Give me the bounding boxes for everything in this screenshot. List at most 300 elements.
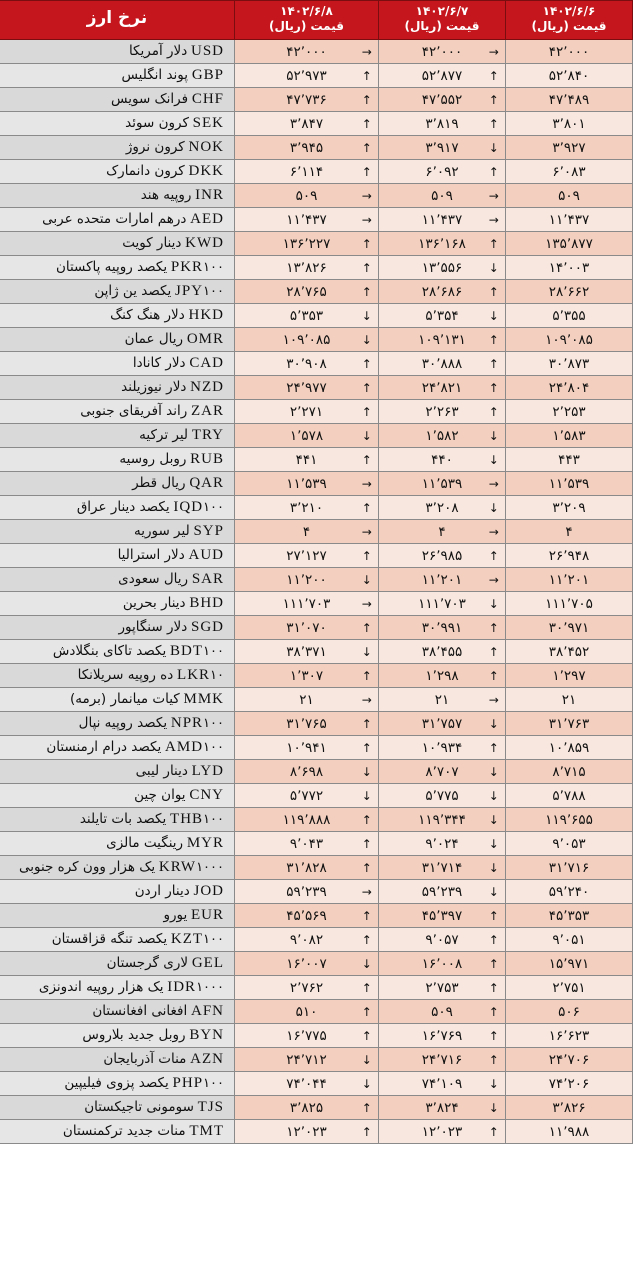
currency-code: KZT۱۰۰	[170, 931, 224, 947]
price-value: ۳۰٬۸۸۸	[421, 355, 463, 372]
price-value: ۲۸٬۶۶۲	[548, 283, 590, 300]
price-cell-date-2	[379, 472, 506, 496]
trend-up-icon: ↑	[361, 860, 372, 875]
currency-name-cell	[0, 832, 235, 856]
column-header-date-1	[235, 1, 379, 40]
price-value: ۴۲٬۰۰۰	[286, 43, 327, 60]
currency-code: AMD۱۰۰	[165, 739, 224, 755]
price-cell-date-1	[235, 544, 379, 568]
currency-label: دینار کویت	[122, 235, 182, 251]
price-value: ۲۴٬۷۰۶	[548, 1051, 590, 1068]
page-title: نرخ ارز	[0, 1, 235, 40]
price-cell-date-1	[235, 568, 379, 592]
price-cell-date-1	[235, 880, 379, 904]
price-value: ۶٬۰۹۲	[425, 163, 459, 180]
trend-up-icon: ↑	[361, 548, 372, 563]
trend-up-icon: ↑	[361, 1100, 372, 1115]
table-row	[0, 280, 633, 304]
price-cell-date-1	[235, 856, 379, 880]
price-value: ۱۱٬۵۳۹	[421, 475, 463, 492]
currency-name-cell	[0, 1000, 235, 1024]
price-cell-date-3	[506, 760, 633, 784]
currency-name-cell	[0, 304, 235, 328]
price-value: ۳۱٬۷۱۴	[421, 859, 463, 876]
table-row	[0, 832, 633, 856]
currency-code: BDT۱۰۰	[170, 643, 224, 659]
trend-down-icon: ↓	[488, 1076, 499, 1091]
price-cell-date-1	[235, 976, 379, 1000]
price-value: ۲٬۷۵۱	[552, 979, 586, 996]
currency-label: یکصد تاکای بنگلادش	[52, 643, 167, 659]
currency-name-cell	[0, 1096, 235, 1120]
price-cell-date-3	[506, 1072, 633, 1096]
trend-down-icon: ↓	[361, 788, 372, 803]
price-value: ۳٬۹۱۷	[425, 139, 459, 156]
price-value: ۱۶٬۰۰۷	[286, 955, 327, 972]
price-value: ۴	[438, 523, 446, 540]
price-value: ۱۱٬۵۳۹	[286, 475, 327, 492]
price-value: ۳۱٬۸۲۸	[286, 859, 327, 876]
price-cell-date-1	[235, 712, 379, 736]
price-value: ۲۱	[434, 691, 450, 708]
price-cell-date-2	[379, 1096, 506, 1120]
table-row	[0, 40, 633, 64]
price-value: ۱۱۹٬۳۴۴	[418, 811, 466, 828]
trend-up-icon: ↑	[361, 740, 372, 755]
column-header-date-3	[506, 1, 633, 40]
table-row	[0, 640, 633, 664]
currency-name-cell	[0, 256, 235, 280]
price-value: ۲۴٬۸۲۱	[421, 379, 463, 396]
price-value: ۱۳۶٬۲۲۷	[282, 235, 331, 252]
table-row	[0, 160, 633, 184]
price-value: ۸٬۷۰۷	[425, 763, 459, 780]
price-cell-date-2	[379, 1072, 506, 1096]
price-cell-date-2	[379, 952, 506, 976]
currency-name-cell	[0, 1072, 235, 1096]
table-row	[0, 568, 633, 592]
table-row	[0, 1048, 633, 1072]
price-cell-date-1	[235, 928, 379, 952]
price-value: ۲۶٬۹۴۸	[548, 547, 590, 564]
currency-code: LYD	[191, 763, 224, 779]
price-value: ۵۹٬۲۳۹	[421, 883, 463, 900]
trend-up-icon: ↑	[488, 908, 499, 923]
table-row	[0, 256, 633, 280]
trend-up-icon: ↑	[361, 116, 372, 131]
price-cell-date-2	[379, 160, 506, 184]
price-value: ۳٬۸۰۱	[552, 115, 586, 132]
price-value: ۹٬۰۸۲	[289, 931, 324, 948]
trend-up-icon: ↑	[488, 548, 499, 563]
currency-name-cell	[0, 928, 235, 952]
price-value: ۳۱٬۷۵۷	[421, 715, 463, 732]
price-cell-date-3	[506, 136, 633, 160]
price-cell-date-2	[379, 256, 506, 280]
currency-name-cell	[0, 664, 235, 688]
price-value: ۹٬۰۵۳	[552, 835, 586, 852]
trend-up-icon: ↑	[488, 68, 499, 83]
table-row	[0, 232, 633, 256]
currency-multiplier: ۱۰۰	[203, 716, 224, 731]
currency-label: یکصد روپیه پاکستان	[55, 259, 168, 275]
currency-name-cell	[0, 448, 235, 472]
price-value: ۱٬۲۹۸	[425, 667, 459, 684]
price-value: ۲۱	[561, 691, 577, 708]
price-value: ۲٬۲۷۱	[289, 403, 324, 420]
price-cell-date-3	[506, 40, 633, 64]
price-value: ۳٬۸۱۹	[425, 115, 459, 132]
table-row	[0, 784, 633, 808]
currency-label: یک هزار روپیه اندونزی	[38, 979, 164, 995]
table-row	[0, 904, 633, 928]
currency-label: ده روپیه سریلانکا	[77, 667, 174, 683]
price-cell-date-3	[506, 640, 633, 664]
price-cell-date-1	[235, 160, 379, 184]
currency-label: روبل روسیه	[119, 451, 187, 467]
price-value: ۳۰٬۹۷۱	[548, 619, 590, 636]
price-cell-date-3	[506, 472, 633, 496]
trend-down-icon: ↓	[361, 332, 372, 347]
price-value: ۱٬۳۰۷	[289, 667, 324, 684]
price-value: ۳٬۸۲۴	[425, 1099, 459, 1116]
trend-down-icon: ↓	[361, 956, 372, 971]
trend-up-icon: ↑	[361, 932, 372, 947]
price-value: ۱۰٬۸۵۹	[548, 739, 590, 756]
price-cell-date-2	[379, 496, 506, 520]
price-cell-date-3	[506, 1120, 633, 1144]
price-cell-date-2	[379, 88, 506, 112]
currency-name-cell	[0, 760, 235, 784]
trend-flat-icon: →	[488, 212, 499, 227]
price-value: ۴	[565, 523, 573, 540]
price-value: ۱٬۲۹۷	[552, 667, 586, 684]
trend-down-icon: ↓	[361, 572, 372, 587]
price-cell-date-3	[506, 376, 633, 400]
trend-down-icon: ↓	[361, 1052, 372, 1067]
price-value: ۴۴۳	[558, 451, 580, 468]
currency-code: NZD	[190, 379, 224, 395]
currency-name-cell	[0, 208, 235, 232]
price-value: ۵٬۳۵۳	[289, 307, 324, 324]
currency-code: USD	[190, 43, 224, 59]
trend-up-icon: ↑	[361, 380, 372, 395]
price-value: ۶٬۰۸۳	[552, 163, 586, 180]
currency-name-cell	[0, 160, 235, 184]
price-cell-date-1	[235, 112, 379, 136]
price-value: ۲۷٬۱۲۷	[286, 547, 327, 564]
currency-name-cell	[0, 112, 235, 136]
price-value: ۵۲٬۸۴۰	[548, 67, 590, 84]
currency-label: دینار بحرین	[122, 595, 186, 611]
trend-flat-icon: →	[488, 692, 499, 707]
price-value: ۱۵٬۹۷۱	[548, 955, 590, 972]
trend-up-icon: ↑	[488, 644, 499, 659]
currency-name-cell	[0, 880, 235, 904]
currency-code: BYN	[189, 1027, 224, 1043]
price-value: ۵۰۹	[558, 187, 580, 204]
trend-flat-icon: →	[361, 476, 372, 491]
price-cell-date-3	[506, 880, 633, 904]
currency-name-cell	[0, 904, 235, 928]
column-date-3: ۱۴۰۲/۶/۶	[542, 4, 596, 18]
trend-flat-icon: →	[361, 692, 372, 707]
table-row	[0, 424, 633, 448]
currency-code: RUB	[190, 451, 224, 467]
currency-label: دینار لیبی	[135, 763, 188, 779]
price-cell-date-3	[506, 400, 633, 424]
price-value: ۱۰۹٬۱۳۱	[418, 331, 466, 348]
price-cell-date-3	[506, 64, 633, 88]
price-cell-date-3	[506, 616, 633, 640]
trend-down-icon: ↓	[361, 1076, 372, 1091]
trend-flat-icon: →	[361, 212, 372, 227]
trend-down-icon: ↓	[488, 500, 499, 515]
currency-multiplier: ۱۰۰	[203, 1076, 224, 1091]
currency-label: منات جدید ترکمنستان	[62, 1123, 186, 1139]
price-cell-date-1	[235, 472, 379, 496]
price-value: ۳۱٬۷۱۶	[548, 859, 590, 876]
currency-code: SEK	[192, 115, 224, 131]
price-value: ۹٬۰۲۴	[425, 835, 459, 852]
price-value: ۵۲٬۹۷۳	[286, 67, 327, 84]
trend-up-icon: ↑	[488, 668, 499, 683]
price-cell-date-1	[235, 280, 379, 304]
trend-flat-icon: →	[361, 884, 372, 899]
price-cell-date-2	[379, 976, 506, 1000]
price-cell-date-2	[379, 1120, 506, 1144]
price-cell-date-1	[235, 640, 379, 664]
price-value: ۴۲٬۰۰۰	[421, 43, 463, 60]
currency-label: فرانک سویس	[111, 91, 189, 107]
table-row	[0, 736, 633, 760]
price-cell-date-3	[506, 832, 633, 856]
trend-up-icon: ↑	[361, 452, 372, 467]
price-cell-date-1	[235, 832, 379, 856]
trend-down-icon: ↓	[488, 836, 499, 851]
currency-code: THB۱۰۰	[170, 811, 224, 827]
price-cell-date-1	[235, 664, 379, 688]
currency-label: کرون دانمارک	[106, 163, 185, 179]
price-cell-date-1	[235, 136, 379, 160]
currency-label: کرون سوئد	[125, 115, 189, 131]
trend-up-icon: ↑	[488, 236, 499, 251]
price-cell-date-2	[379, 352, 506, 376]
price-cell-date-2	[379, 64, 506, 88]
price-value: ۶٬۱۱۴	[289, 163, 324, 180]
currency-label: ریال سعودی	[118, 571, 189, 587]
currency-name-cell	[0, 184, 235, 208]
trend-up-icon: ↑	[488, 356, 499, 371]
price-value: ۴۴۰	[431, 451, 453, 468]
price-value: ۴۵٬۵۶۹	[286, 907, 327, 924]
trend-up-icon: ↑	[488, 980, 499, 995]
price-cell-date-3	[506, 256, 633, 280]
currency-label: لیر سوریه	[133, 523, 190, 539]
price-value: ۴	[302, 523, 311, 540]
currency-name-cell	[0, 64, 235, 88]
currency-label: یکصد درام ارمنستان	[46, 739, 162, 755]
trend-down-icon: ↓	[488, 884, 499, 899]
trend-up-icon: ↑	[361, 356, 372, 371]
table-row	[0, 592, 633, 616]
currency-code: KRW۱۰۰۰	[158, 859, 224, 875]
table-row	[0, 448, 633, 472]
trend-up-icon: ↑	[361, 68, 372, 83]
table-row	[0, 880, 633, 904]
currency-code: SAR	[191, 571, 224, 587]
currency-label: یکصد ین ژاپن	[94, 283, 172, 299]
price-cell-date-2	[379, 208, 506, 232]
price-cell-date-2	[379, 736, 506, 760]
trend-flat-icon: →	[488, 188, 499, 203]
price-cell-date-1	[235, 448, 379, 472]
price-cell-date-3	[506, 112, 633, 136]
trend-down-icon: ↓	[488, 812, 499, 827]
trend-up-icon: ↑	[488, 1004, 499, 1019]
column-header-date-2	[379, 1, 506, 40]
table-row	[0, 856, 633, 880]
price-value: ۳۰٬۹۰۸	[286, 355, 327, 372]
trend-up-icon: ↑	[361, 1124, 372, 1139]
price-cell-date-3	[506, 712, 633, 736]
currency-label: افغانی افغانستان	[92, 1003, 188, 1019]
currency-label: یوان چین	[134, 787, 186, 803]
table-row	[0, 544, 633, 568]
price-cell-date-1	[235, 520, 379, 544]
currency-name-cell	[0, 88, 235, 112]
price-cell-date-1	[235, 736, 379, 760]
table-row	[0, 1072, 633, 1096]
currency-multiplier: ۱۰۰	[203, 500, 224, 515]
price-value: ۲۸٬۶۸۶	[421, 283, 463, 300]
currency-label: دلار هنگ کنگ	[110, 307, 185, 323]
table-row	[0, 760, 633, 784]
price-cell-date-2	[379, 904, 506, 928]
price-value: ۲۶٬۹۸۵	[421, 547, 463, 564]
trend-up-icon: ↑	[361, 716, 372, 731]
currency-code: CHF	[191, 91, 224, 107]
price-value: ۳٬۹۴۵	[289, 139, 324, 156]
price-cell-date-1	[235, 1072, 379, 1096]
price-cell-date-2	[379, 184, 506, 208]
price-value: ۱۱٬۴۳۷	[421, 211, 463, 228]
price-value: ۵٬۷۷۵	[425, 787, 459, 804]
trend-down-icon: ↓	[488, 140, 499, 155]
currency-name-cell	[0, 856, 235, 880]
table-row	[0, 1120, 633, 1144]
column-date-1: ۱۴۰۲/۶/۸	[280, 4, 333, 18]
currency-multiplier: ۱۰۰۰	[196, 980, 224, 995]
currency-name-cell	[0, 616, 235, 640]
price-cell-date-1	[235, 1048, 379, 1072]
price-cell-date-2	[379, 40, 506, 64]
currency-label: روپیه هند	[140, 187, 192, 203]
currency-code: OMR	[186, 331, 224, 347]
currency-name-cell	[0, 1048, 235, 1072]
currency-name-cell	[0, 352, 235, 376]
currency-name-cell	[0, 40, 235, 64]
currency-code: AFN	[190, 1003, 224, 1019]
price-value: ۲۸٬۷۶۵	[286, 283, 327, 300]
currency-label: پوند انگلیس	[121, 67, 189, 83]
price-value: ۳٬۲۰۹	[552, 499, 586, 516]
price-cell-date-2	[379, 688, 506, 712]
table-row	[0, 1096, 633, 1120]
price-value: ۱۱۱٬۷۰۳	[418, 595, 466, 612]
price-cell-date-1	[235, 808, 379, 832]
trend-down-icon: ↓	[488, 260, 499, 275]
currency-code: AZN	[190, 1051, 224, 1067]
price-cell-date-1	[235, 328, 379, 352]
price-cell-date-1	[235, 88, 379, 112]
price-cell-date-2	[379, 808, 506, 832]
price-cell-date-1	[235, 592, 379, 616]
price-cell-date-1	[235, 376, 379, 400]
price-cell-date-3	[506, 496, 633, 520]
currency-name-cell	[0, 520, 235, 544]
currency-name-cell	[0, 400, 235, 424]
price-cell-date-2	[379, 448, 506, 472]
price-cell-date-1	[235, 1120, 379, 1144]
price-value: ۳۰٬۹۹۱	[421, 619, 463, 636]
currency-label: یکصد بات تایلند	[79, 811, 167, 827]
trend-up-icon: ↑	[361, 1028, 372, 1043]
currency-code: TJS	[197, 1099, 224, 1115]
trend-up-icon: ↑	[488, 92, 499, 107]
price-cell-date-3	[506, 424, 633, 448]
currency-code: CAD	[189, 355, 224, 371]
price-value: ۹٬۰۴۳	[289, 835, 324, 852]
currency-name-cell	[0, 592, 235, 616]
table-row	[0, 304, 633, 328]
price-cell-date-3	[506, 688, 633, 712]
trend-up-icon: ↑	[488, 116, 499, 131]
price-value: ۲٬۷۵۳	[425, 979, 459, 996]
price-value: ۲٬۷۶۲	[289, 979, 324, 996]
price-value: ۵۲٬۸۷۷	[421, 67, 463, 84]
price-cell-date-2	[379, 664, 506, 688]
price-cell-date-1	[235, 784, 379, 808]
trend-down-icon: ↓	[488, 428, 499, 443]
price-value: ۷۴٬۱۰۹	[421, 1075, 463, 1092]
trend-up-icon: ↑	[488, 1052, 499, 1067]
trend-down-icon: ↓	[361, 764, 372, 779]
price-value: ۱۱٬۲۰۱	[548, 571, 590, 588]
price-value: ۳٬۸۴۷	[289, 115, 324, 132]
price-cell-date-1	[235, 256, 379, 280]
currency-code: MMK	[183, 691, 224, 707]
price-cell-date-3	[506, 904, 633, 928]
price-cell-date-1	[235, 688, 379, 712]
currency-label: یکصد دینار عراق	[76, 499, 170, 515]
price-value: ۵٬۷۷۲	[289, 787, 324, 804]
price-cell-date-2	[379, 424, 506, 448]
price-value: ۲۴٬۷۱۲	[286, 1051, 327, 1068]
price-value: ۱۰٬۹۳۴	[421, 739, 463, 756]
trend-up-icon: ↑	[361, 404, 372, 419]
trend-down-icon: ↓	[488, 596, 499, 611]
price-cell-date-1	[235, 1096, 379, 1120]
price-value: ۵٬۳۵۴	[425, 307, 459, 324]
price-cell-date-3	[506, 544, 633, 568]
price-value: ۱٬۵۷۸	[289, 427, 324, 444]
currency-code: TRY	[191, 427, 224, 443]
currency-name-cell	[0, 328, 235, 352]
trend-up-icon: ↑	[361, 164, 372, 179]
table-row	[0, 352, 633, 376]
table-row	[0, 88, 633, 112]
